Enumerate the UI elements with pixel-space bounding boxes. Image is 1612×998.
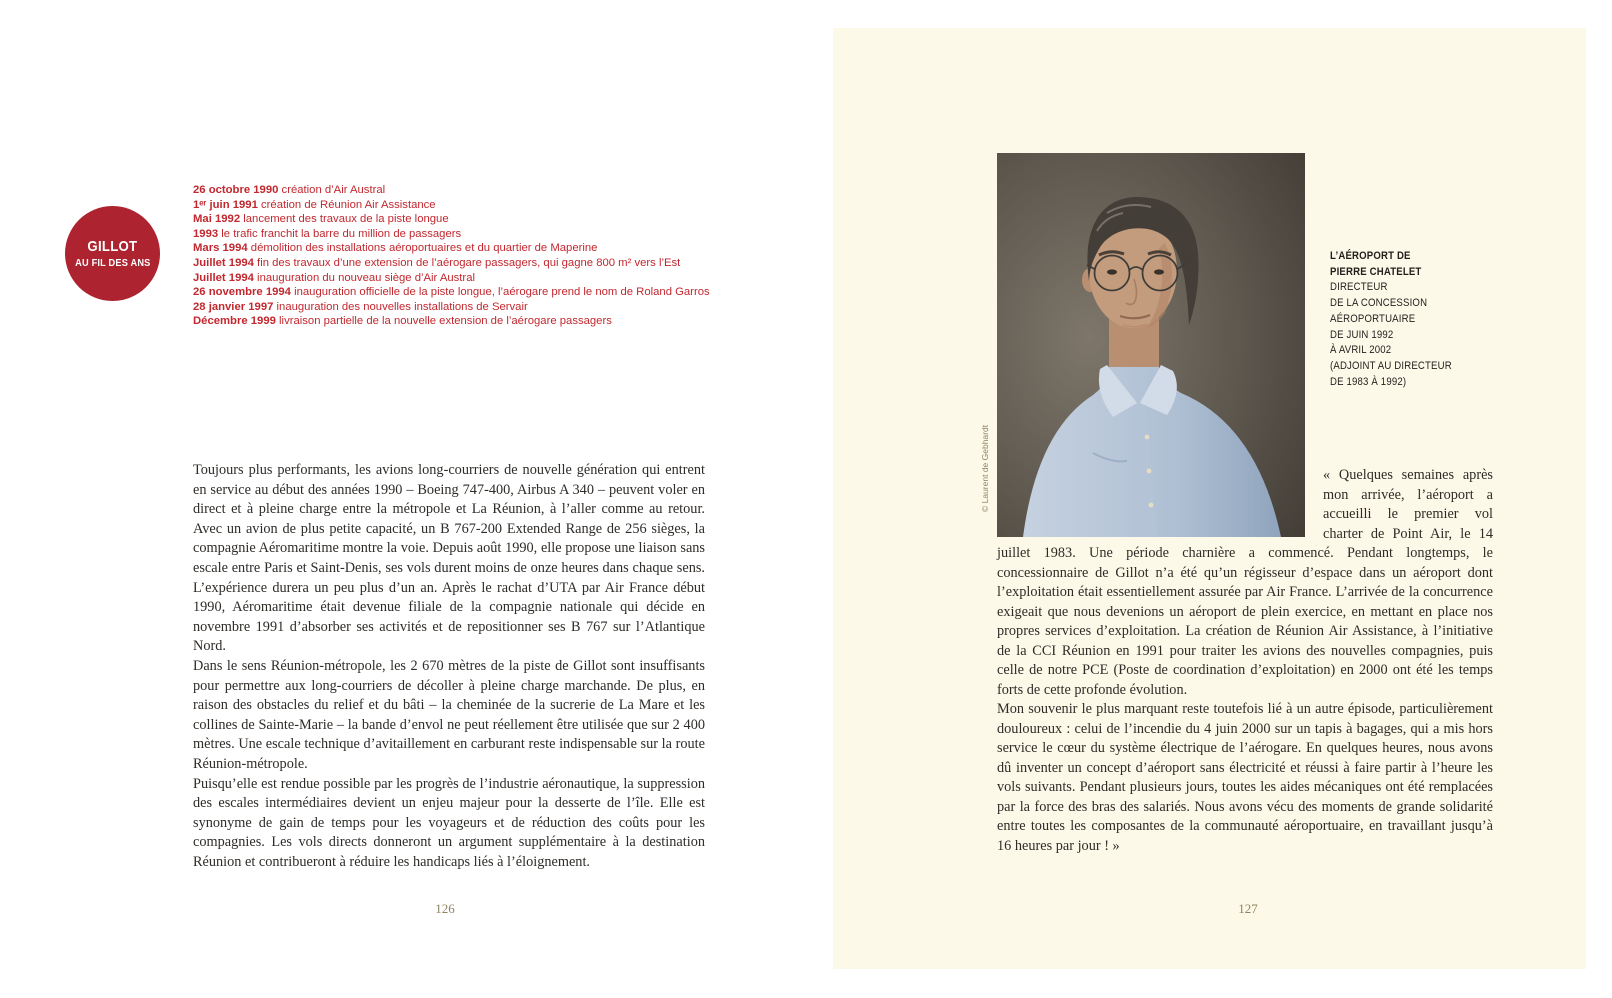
quote-paragraph: Mon souvenir le plus marquant reste toutefois lié à un autre épisode, particulièrement douloureux : celui de l’incendie du 4 juin 2000 sur un tapis à bagages, qui a mis hors service le cœur du système électrique de l’aérogare. En quelques heures, nous avons dû inventer un concept d’aéroport sans électricité et réussi à faire partir à l’heure les vols suivants. Pendant plusieurs jours, toutes les aides mécaniques ont été remplacées par la force des bras des salariés. Nous avons vécu des moments de grande solidarité entre toutes les composantes de la communauté aéroportuaire, en travaillant jusqu’à 16 heures par jour ! » — [997, 701, 1493, 854]
quote-paragraph: « Quelques semaines après mon arrivée, l’aéroport a accueilli le premier vol charter de Point Air, le 14 juillet 1983. Une période charnière a commencé. Pendant longtemps, le concessionnaire de Gillot n’a été qu’un régisseur d’espace dans un aéroport dont l’exploitation était essentiellement assurée par Air France. L’arrivée de la concurrence exigeait que nous devenions un aéroport de plein exercice, en mettant en place nos propres services d’exploitation. La création de Réunion Air Assistance, à l’initiative de la CCI Réunion en 1991 pour traiter les avions des nouvelles compagnies, puis celle de notre PCE (Poste de coordination d’exploitation) en 2000 ont été les temps forts de cette profonde évolution. — [997, 467, 1493, 698]
timeline-list — [193, 183, 713, 329]
caption-line: À AVRIL 2002 — [1330, 344, 1392, 357]
gillot-timeline-badge — [65, 206, 160, 301]
portrait-caption — [1330, 249, 1452, 390]
right-page — [833, 28, 1586, 969]
body-paragraph: Dans le sens Réunion-métropole, les 2 670 mètres de la piste de Gillot sont insuffisants pour permettre aux long-courriers de décoller à pleine charge marchande. De plus, en raison des obstacles du relief et du bâti – la cheminée de la sucrerie de La Mare et les collines de Sainte-Marie – la bande d’envol ne peut réellement être utilisée que sur 2 400 mètres. Une escale technique d’avitaillement en carburant reste indispensable sur la route Réunion-métropole. — [193, 657, 705, 772]
timeline-entry: Juillet 1994 fin des travaux d’une extension de l’aérogare passagers, qui gagne 800 m² vers l’Est — [193, 256, 681, 269]
timeline-entry: 26 novembre 1994 inauguration officielle de la piste longue, l’aérogare prend le nom de Roland Garros — [193, 286, 710, 299]
badge-subtitle: AU FIL DES ANS — [74, 257, 151, 269]
caption-line: DIRECTEUR — [1330, 281, 1388, 294]
timeline-entry: 1ᵉʳ juin 1991 création de Réunion Air Assistance — [193, 198, 436, 211]
caption-line: AÉROPORTUAIRE — [1330, 312, 1416, 325]
caption-line: DE 1983 À 1992) — [1330, 375, 1407, 388]
timeline-entry: Mai 1992 lancement des travaux de la piste longue — [193, 213, 449, 226]
caption-line: (ADJOINT AU DIRECTEUR — [1330, 359, 1452, 372]
timeline-entry: Décembre 1999 livraison partielle de la nouvelle extension de l’aérogare passagers — [193, 315, 612, 328]
body-paragraph: Puisqu’elle est rendue possible par les progrès de l’industrie aéronautique, la suppression des escales intermédiaires devient un enjeu majeur pour la desserte de l’île. Elle est synonyme de gain de temps pour les voyageurs et de réduction des coûts pour les compagnies. Les vols directs donneront un argument supplémentaire à la destination Réunion et contribueront à réduire les handicaps liés à l’éloignement. — [193, 775, 705, 870]
timeline-entry: Mars 1994 démolition des installations aéroportuaires et du quartier de Maperine — [193, 242, 598, 255]
timeline-entry: Juillet 1994 inauguration du nouveau siège d’Air Austral — [193, 271, 475, 284]
caption-line: PIERRE CHATELET — [1330, 265, 1422, 278]
page-number-left: 126 — [435, 901, 455, 916]
badge-title: GILLOT — [87, 238, 138, 255]
page-number-right: 127 — [1238, 901, 1258, 916]
left-body-text — [193, 461, 705, 872]
body-paragraph: Toujours plus performants, les avions long-courriers de nouvelle génération qui entrent en service au début des années 1990 – Boeing 747-400, Airbus A 340 – peuvent voler en direct et à pleine charge entre la métropole et La Réunion, à l’aller comme au retour. Avec un avion de plus petite capacité, un B 767-200 Extended Range de 256 sièges, la compagnie Aéromaritime montre la voie. Depuis août 1990, elle propose une liaison sans escale entre Paris et Saint-Denis, ses vols durent moins de onze heures dans chaque sens. L’expérience durera un peu plus d’un an. Après le rachat d’UTA par Air France début 1990, Aéromaritime était devenue filiale de la compagnie nationale qui décide en novembre 1991 d’absorber ses activités et de repositionner ses B 767 sur l’Atlantique Nord. — [193, 462, 705, 655]
caption-line: L’AÉROPORT DE — [1330, 250, 1411, 262]
caption-line: DE LA CONCESSION — [1330, 297, 1428, 310]
quote-text — [997, 466, 1493, 856]
timeline-entry: 26 octobre 1990 création d’Air Austral — [193, 184, 386, 196]
timeline-entry: 1993 le trafic franchit la barre du million de passagers — [193, 227, 462, 240]
caption-line: DE JUIN 1992 — [1330, 328, 1394, 341]
photo-wrap-spacer — [997, 466, 1323, 544]
timeline-entry: 28 janvier 1997 inauguration des nouvelles installations de Servair — [193, 300, 528, 313]
photo-credit: © Laurent de Gebhardt — [980, 424, 990, 512]
